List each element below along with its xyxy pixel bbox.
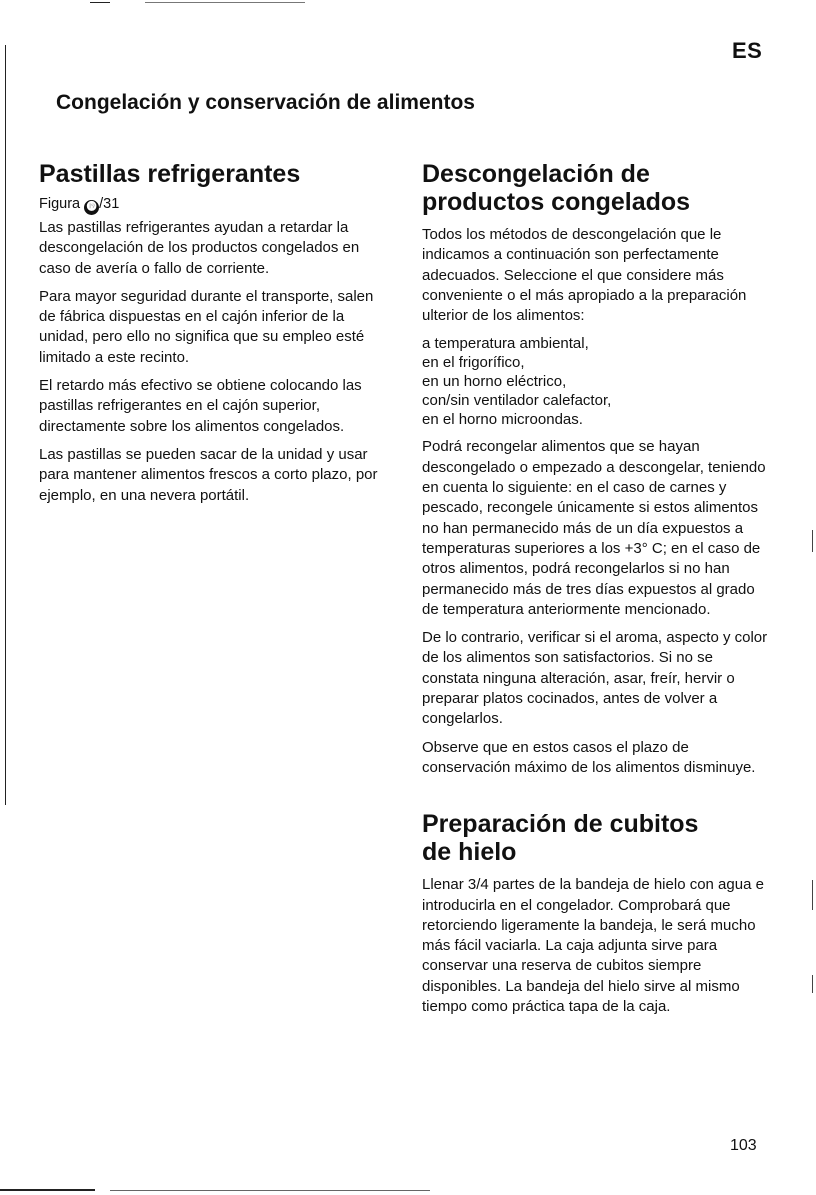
- list-item: a temperatura ambiental,: [422, 335, 589, 353]
- language-code: ES: [732, 38, 763, 63]
- right-column: [422, 160, 770, 1025]
- heading-line: productos congelados: [422, 188, 691, 216]
- ice-cubes-heading: [422, 810, 770, 866]
- paragraph: De lo contrario, verificar si el aroma, aspecto y color de los alimentos son satisfactorios. Si no se constata ninguna alteración, asar, freír, hervir o preparar platos cocinados, antes de volver a congelarlos.: [422, 629, 768, 728]
- heading-line: Preparación de cubitos: [422, 810, 699, 839]
- section-title: Congelación y conservación de alimentos: [56, 91, 475, 114]
- paragraph: Todos los métodos de descongelación que le indicamos a continuación son perfectamente adecuados. Seleccione el que considere más conveniente o el más apropiado a la preparación ulterior de los alimentos:: [422, 226, 747, 325]
- top-edge-rule: [145, 2, 305, 3]
- heading-line: de hielo: [422, 838, 517, 867]
- bottom-edge-rule: [110, 1190, 430, 1191]
- heading-line: Descongelación de: [422, 160, 650, 188]
- bottom-edge-rule: [0, 1189, 95, 1191]
- paragraph: Podrá recongelar alimentos que se hayan descongelado o empezado a descongelar, teniendo en cuenta lo siguiente: en el caso de carnes y pescado, recongele únicamente si estos alimentos no han permanecido más de un día expuestos a temperaturas superiores a los +3° C; en el caso de otros alimentos, podrá recongelarlos si no han permanecido más de tres días expuestos al grado de temperatura anteriormente mencionado.: [422, 438, 766, 618]
- thawing-heading: [422, 160, 770, 216]
- figure-reference: [39, 194, 379, 215]
- paragraph: Las pastillas refrigerantes ayudan a retardar la descongelación de los productos congelados en caso de avería o fallo de corriente.: [39, 219, 360, 277]
- paragraph: Llenar 3/4 partes de la bandeja de hielo con agua e introducirla en el congelador. Comprobará que retorciendo ligeramente la bandeja, le será mucho más fácil vaciarla. La caja adjunta sirve para conservar una reserva de cubitos siempre disponibles. La bandeja del hielo sirve al mismo tiempo como práctica tapa de la caja.: [422, 876, 764, 1016]
- figure-suffix: /31: [99, 196, 120, 212]
- list-item: en un horno eléctrico,: [422, 373, 567, 391]
- right-margin-mark: [812, 530, 813, 552]
- figure-prefix: Figura: [39, 196, 81, 212]
- top-edge-rule: [90, 2, 110, 3]
- right-margin-mark: [812, 975, 813, 993]
- figure-number-badge: ⓳: [84, 200, 99, 215]
- cooling-packs-heading: Pastillas refrigerantes: [39, 160, 301, 188]
- left-column: [39, 160, 379, 514]
- paragraph: El retardo más efectivo se obtiene colocando las pastillas refrigerantes en el cajón superior, directamente sobre los alimentos congelados.: [39, 377, 362, 435]
- page-number: 103: [730, 1137, 757, 1154]
- right-margin-mark: [812, 880, 813, 910]
- list-item: en el frigorífico,: [422, 354, 525, 372]
- list-item: con/sin ventilador calefactor,: [422, 392, 612, 410]
- paragraph: Para mayor seguridad durante el transporte, salen de fábrica dispuestas en el cajón inferior de la unidad, pero ello no significa que su empleo esté limitado a este recinto.: [39, 287, 374, 366]
- paragraph: Las pastillas se pueden sacar de la unidad y usar para mantener alimentos frescos a corto plazo, por ejemplo, en una nevera portátil.: [39, 445, 378, 504]
- paragraph: Observe que en estos casos el plazo de conservación máximo de los alimentos disminuye.: [422, 738, 756, 776]
- left-margin-rule: [5, 45, 6, 805]
- list-item: en el horno microondas.: [422, 411, 583, 429]
- thawing-methods-list: [422, 334, 770, 429]
